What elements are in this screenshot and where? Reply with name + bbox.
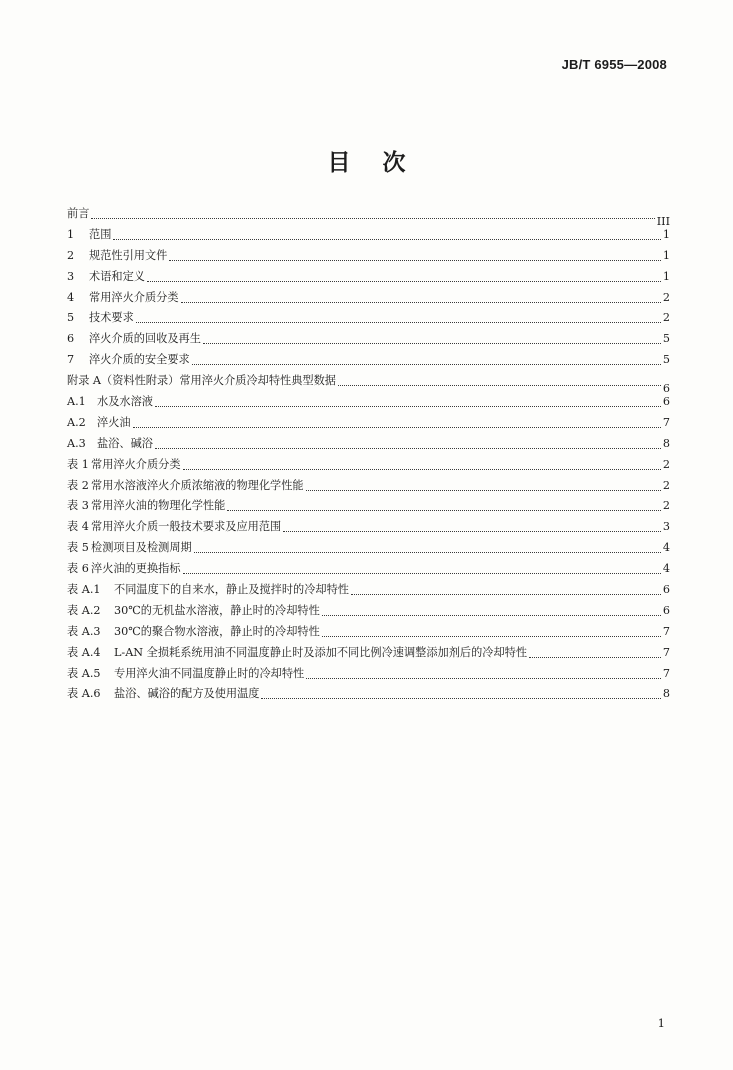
toc-entry-page: 6 — [662, 395, 670, 409]
toc-entry-number: 表 3 — [67, 499, 89, 513]
toc-entry-number: 表 5 — [67, 541, 89, 555]
toc-entry-page: 1 — [662, 227, 670, 241]
toc-entry-page: 5 — [662, 332, 670, 346]
toc-dot-leader — [192, 364, 661, 365]
toc-dot-leader — [194, 552, 661, 553]
toc-entry-label — [67, 455, 181, 476]
toc-entry-number: 表 2 — [67, 478, 89, 492]
toc-entry[interactable] — [67, 559, 670, 580]
toc-entry-page: 7 — [662, 666, 670, 680]
toc-entry-title: 检测项目及检测周期 — [91, 541, 192, 555]
toc-entry-title: 技术要求 — [89, 311, 134, 325]
toc-dot-leader — [136, 322, 661, 323]
toc-entry[interactable] — [67, 204, 670, 228]
toc-entry-page: 2 — [662, 478, 670, 492]
toc-entry-title: 水及水溶液 — [97, 395, 153, 409]
toc-entry-title: 不同温度下的自来水，静止及搅拌时的冷却特性 — [114, 583, 349, 597]
toc-dot-leader — [147, 281, 661, 282]
toc-entry[interactable] — [67, 664, 670, 685]
toc-entry-number: 2 — [67, 248, 75, 262]
toc-entry[interactable] — [67, 580, 670, 601]
toc-dot-leader — [529, 657, 661, 658]
toc-entry-title: 淬火油 — [97, 415, 131, 429]
toc-entry-label — [67, 392, 153, 413]
toc-dot-leader — [203, 343, 661, 344]
toc-entry[interactable] — [67, 225, 670, 246]
toc-entry-page: 2 — [662, 499, 670, 513]
toc-entry-label — [67, 329, 201, 350]
toc-dot-leader — [113, 239, 660, 240]
toc-entry-title: 盐浴、碱浴的配方及使用温度 — [114, 687, 260, 701]
toc-entry-label — [67, 517, 281, 538]
toc-entry-label — [67, 643, 527, 664]
toc-entry-page: 8 — [662, 687, 670, 701]
toc-entry[interactable] — [67, 517, 670, 538]
toc-entry-title: 范围 — [89, 227, 112, 241]
toc-entry-title: 常用淬火介质分类 — [91, 457, 181, 471]
toc-entry-page: 7 — [662, 624, 670, 638]
toc-dot-leader — [169, 260, 661, 261]
toc-entry-label — [67, 204, 89, 225]
toc-entry-label — [67, 601, 320, 622]
page-title-char-1: 目 — [327, 150, 351, 176]
toc-entry[interactable] — [67, 413, 670, 434]
toc-dot-leader — [261, 698, 660, 699]
toc-entry-title: 附录 A（资料性附录）常用淬火介质冷却特性典型数据 — [67, 374, 336, 388]
table-of-contents — [67, 204, 670, 705]
toc-entry-number: 表 1 — [67, 457, 89, 471]
toc-entry-title: 专用淬火油不同温度静止时的冷却特性 — [114, 666, 305, 680]
toc-entry[interactable] — [67, 267, 670, 288]
toc-entry-page: 7 — [662, 415, 670, 429]
toc-entry-title: 常用淬火介质分类 — [89, 290, 179, 304]
toc-entry-title: 30℃的无机盐水溶液，静止时的冷却特性 — [114, 603, 320, 617]
toc-dot-leader — [183, 469, 661, 470]
toc-entry-number: 1 — [67, 227, 75, 241]
toc-entry-label — [67, 434, 153, 455]
toc-entry-page: 4 — [662, 562, 670, 576]
toc-entry-page: 1 — [662, 269, 670, 283]
toc-entry-number: 表 4 — [67, 520, 89, 534]
toc-entry-number: 6 — [67, 332, 75, 346]
page-title — [0, 144, 733, 177]
toc-entry-page: 1 — [662, 248, 670, 262]
toc-dot-leader — [155, 448, 661, 449]
toc-entry[interactable] — [67, 246, 670, 267]
toc-entry[interactable] — [67, 496, 670, 517]
toc-entry-title: L-AN 全损耗系统用油不同温度静止时及添加不同比例冷速调整添加剂后的冷却特性 — [114, 645, 528, 659]
toc-entry-number: 3 — [67, 269, 75, 283]
toc-entry-number: 5 — [67, 311, 75, 325]
toc-dot-leader — [181, 302, 661, 303]
toc-entry-label — [67, 559, 181, 580]
toc-entry[interactable] — [67, 308, 670, 329]
toc-entry-title: 淬火介质的回收及再生 — [89, 332, 201, 346]
toc-dot-leader — [91, 218, 654, 219]
page-number: 1 — [657, 1016, 665, 1030]
toc-entry-label — [67, 267, 145, 288]
toc-entry-label — [67, 580, 349, 601]
toc-entry-label — [67, 350, 190, 371]
toc-entry-page: 7 — [662, 645, 670, 659]
toc-entry-label — [67, 246, 167, 267]
toc-entry-label — [67, 538, 192, 559]
toc-dot-leader — [133, 427, 661, 428]
toc-entry-number: 4 — [67, 290, 75, 304]
toc-entry-label — [67, 225, 111, 246]
toc-entry-number: 表 A.1 — [67, 583, 101, 597]
toc-entry-page: 5 — [662, 353, 670, 367]
toc-entry-page: 2 — [662, 290, 670, 304]
toc-entry-number: A.2 — [67, 415, 86, 429]
toc-entry[interactable] — [67, 684, 670, 705]
toc-entry[interactable] — [67, 392, 670, 413]
toc-entry[interactable] — [67, 601, 670, 622]
toc-entry-page: 6 — [662, 583, 670, 597]
toc-entry-label — [67, 684, 259, 705]
toc-dot-leader — [283, 531, 661, 532]
toc-entry-title: 淬火介质的安全要求 — [89, 353, 190, 367]
toc-dot-leader — [227, 510, 661, 511]
toc-entry-page: 6 — [662, 382, 670, 396]
toc-entry-page: 6 — [662, 603, 670, 617]
toc-entry-number: 表 A.4 — [67, 645, 101, 659]
toc-entry-number: A.3 — [67, 436, 86, 450]
toc-entry-number: 表 A.3 — [67, 624, 101, 638]
toc-dot-leader — [322, 615, 661, 616]
toc-entry-title: 前言 — [67, 207, 90, 220]
toc-entry[interactable] — [67, 622, 670, 643]
toc-dot-leader — [322, 636, 661, 637]
toc-entry-title: 常用水溶液淬火介质浓缩液的物理化学性能 — [91, 478, 304, 492]
toc-entry[interactable] — [67, 371, 670, 396]
toc-entry-label — [67, 371, 336, 392]
toc-entry-number: A.1 — [67, 395, 86, 409]
toc-entry-label — [67, 622, 320, 643]
toc-entry[interactable] — [67, 538, 670, 559]
toc-dot-leader — [155, 406, 661, 407]
toc-entry[interactable] — [67, 288, 670, 309]
toc-entry-number: 表 A.6 — [67, 687, 101, 701]
toc-entry-title: 30℃的聚合物水溶液，静止时的冷却特性 — [114, 624, 320, 638]
toc-entry-number: 表 6 — [67, 562, 89, 576]
toc-entry-page: 3 — [662, 520, 670, 534]
toc-entry-number: 7 — [67, 353, 75, 367]
toc-dot-leader — [183, 573, 661, 574]
toc-entry-page: 2 — [662, 311, 670, 325]
toc-entry[interactable] — [67, 455, 670, 476]
toc-entry[interactable] — [67, 476, 670, 497]
toc-entry-title: 淬火油的更换指标 — [91, 562, 181, 576]
toc-entry-title: 常用淬火油的物理化学性能 — [91, 499, 226, 513]
toc-entry-label — [67, 288, 179, 309]
toc-entry[interactable] — [67, 350, 670, 371]
toc-entry-number: 表 A.2 — [67, 603, 101, 617]
toc-entry-page: 2 — [662, 457, 670, 471]
document-code: JB/T 6955—2008 — [561, 57, 667, 72]
toc-entry-title: 常用淬火介质一般技术要求及应用范围 — [91, 520, 282, 534]
toc-entry-page: 4 — [662, 541, 670, 555]
toc-dot-leader — [351, 594, 661, 595]
toc-entry-label — [67, 476, 304, 497]
page-title-char-2: 次 — [382, 150, 406, 176]
toc-entry[interactable] — [67, 434, 670, 455]
toc-dot-leader — [306, 490, 661, 491]
toc-dot-leader — [306, 678, 661, 679]
toc-entry[interactable] — [67, 643, 670, 664]
toc-entry-title: 规范性引用文件 — [89, 248, 168, 262]
toc-entry-title: 术语和定义 — [89, 269, 145, 283]
toc-entry-label — [67, 413, 131, 434]
toc-entry-number: 表 A.5 — [67, 666, 101, 680]
toc-entry-label — [67, 308, 134, 329]
toc-entry[interactable] — [67, 329, 670, 350]
toc-dot-leader — [338, 385, 661, 386]
toc-entry-label — [67, 664, 304, 685]
toc-entry-label — [67, 496, 225, 517]
toc-entry-title: 盐浴、碱浴 — [97, 436, 153, 450]
toc-entry-page: III — [656, 214, 670, 228]
toc-entry-page: 8 — [662, 436, 670, 450]
